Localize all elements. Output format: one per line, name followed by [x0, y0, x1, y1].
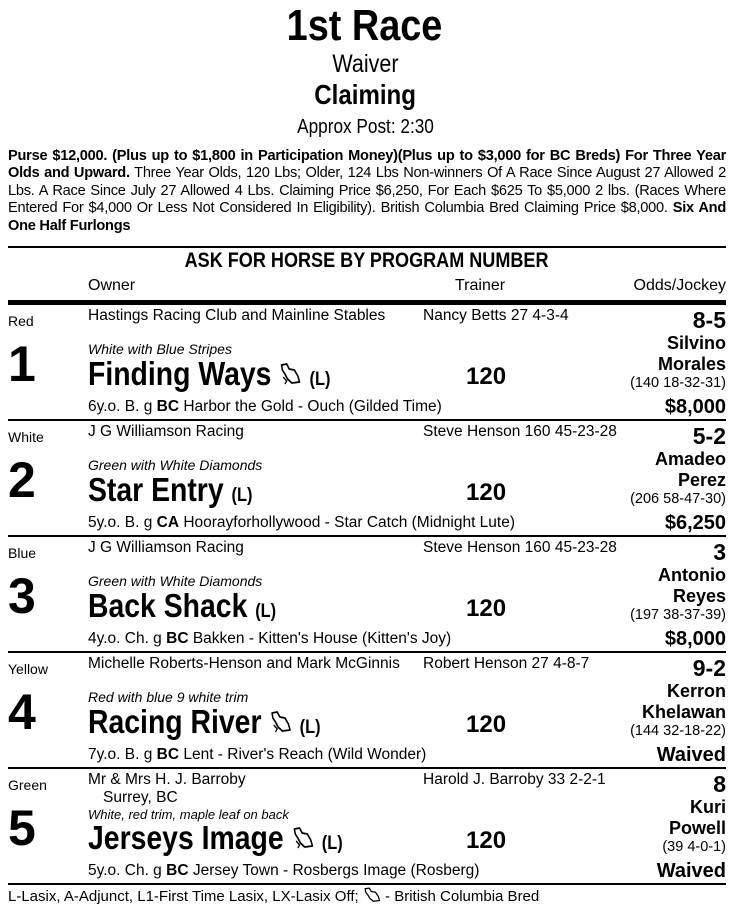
horse-name: Back Shack (L) [88, 587, 277, 624]
claiming-price: $6,250 [664, 512, 726, 534]
owner: Hastings Racing Club and Mainline Stables [88, 307, 386, 324]
silks-description: White, red trim, maple leaf on back [88, 807, 289, 822]
race-title: 1st Race [287, 1, 443, 50]
program-number: 3 [8, 568, 36, 624]
column-odds-jockey: Odds/Jockey [633, 277, 726, 294]
silks-description: Red with blue 9 white trim [88, 689, 249, 705]
conditions-purse: Purse $12,000. (Plus up to $1,800 in Participation Money)(Plus up to $3,000 for BC Breds) For Three Year Olds and Upward. [8, 148, 726, 182]
horse-name: Finding Ways (L) [88, 355, 331, 392]
entry-2 [8, 421, 726, 537]
lasix-indicator: (L) [231, 485, 253, 506]
morning-line-odds: 8-5 [692, 307, 726, 333]
saddle-color: Blue [8, 545, 37, 561]
column-owner: Owner [88, 277, 136, 294]
saddle-color: Yellow [8, 661, 48, 677]
program-number: 5 [8, 800, 36, 856]
ask-banner: ASK FOR HORSE BY PROGRAM NUMBER [8, 246, 726, 274]
jockey-stats: (39 4-0-1) [662, 839, 726, 855]
claiming-price: $8,000 [664, 628, 726, 650]
jockey-stats: (206 58-47-30) [630, 491, 726, 507]
entry-1 [8, 305, 726, 421]
conditions-text: Three Year Olds, 120 Lbs; Older, 124 Lbs Non-winners Of A Race Since August 27 Allowed 2 Lbs. A Race Since July 27 Allowed 4 Lbs. Claiming Price $6,250, For Each $625 To $5,000 2 lbs. (Races Where Entered For $4,000 Or Less Not Considered In Eligibility). British Columbia Bred Claiming Price $8,000. [8, 165, 727, 217]
lasix-indicator: (L) [321, 833, 343, 854]
silks-description: Green with White Diamonds [88, 573, 263, 589]
race-header [0, 0, 730, 140]
breeding: 6y.o. B. g BC Harbor the Gold - Ouch (Gilded Time) [88, 398, 442, 415]
program-number: 1 [8, 336, 36, 392]
jockey-stats: (197 38-37-39) [630, 607, 726, 623]
trainer: Steve Henson 160 45-23-28 [423, 539, 617, 556]
entry-5 [8, 769, 726, 885]
saddle-color: Green [8, 777, 47, 793]
legend-footer: L-Lasix, A-Adjunct, L1-First Time Lasix, LX-Lasix Off; - British Columbia Bred [8, 888, 540, 905]
lasix-indicator: (L) [299, 717, 321, 738]
breeding: 7y.o. B. g BC Lent - River's Reach (Wild Wonder) [88, 746, 427, 763]
owner: Michelle Roberts-Henson and Mark McGinnis [88, 655, 400, 672]
lasix-indicator: (L) [309, 369, 331, 390]
horse-name: Jerseys Image (L) [88, 819, 343, 856]
post-time: Approx Post: 2:30 [296, 116, 434, 138]
program-number: 4 [8, 684, 36, 740]
horse-name: Racing River (L) [88, 703, 321, 740]
owner: Mr & Mrs H. J. Barroby [88, 771, 246, 788]
breeding: 4y.o. Ch. g BC Bakken - Kitten's House (Kitten's Joy) [88, 630, 452, 647]
weight: 120 [466, 595, 507, 622]
british-columbia-map-icon [363, 886, 381, 904]
race-subtitle-waiver: Waiver [331, 50, 399, 78]
breeding: 5y.o. Ch. g BC Jersey Town - Rosbergs Image (Rosberg) [88, 862, 480, 879]
race-subtitle-claiming: Claiming [314, 79, 416, 110]
column-trainer: Trainer [455, 277, 506, 294]
silks-description: White with Blue Stripes [88, 341, 232, 357]
jockey-name: Kuri Powell [668, 797, 726, 838]
morning-line-odds: 8 [713, 771, 726, 797]
saddle-color: Red [8, 313, 34, 329]
trainer: Harold J. Barroby 33 2-2-1 [423, 771, 606, 788]
jockey-name: Silvino Morales [657, 333, 726, 374]
weight: 120 [466, 363, 507, 390]
jockey-name: Antonio Reyes [658, 565, 726, 606]
jockey-stats: (140 18-32-31) [630, 375, 726, 391]
british-columbia-map-icon [269, 709, 291, 735]
owner: J G Williamson Racing [88, 423, 244, 440]
silks-description: Green with White Diamonds [88, 457, 263, 473]
trainer: Steve Henson 160 45-23-28 [423, 423, 617, 440]
entry-4 [8, 653, 726, 769]
jockey-name: Kerron Khelawan [641, 681, 726, 722]
claiming-price: Waived [656, 860, 726, 882]
race-conditions [8, 148, 726, 235]
owner: J G Williamson Racing [88, 539, 244, 556]
weight: 120 [466, 827, 507, 854]
weight: 120 [466, 479, 507, 506]
lasix-indicator: (L) [255, 601, 277, 622]
trainer: Robert Henson 27 4-8-7 [423, 655, 590, 672]
owner-location: Surrey, BC [103, 789, 178, 806]
trainer: Nancy Betts 27 4-3-4 [423, 307, 569, 324]
morning-line-odds: 3 [713, 539, 726, 565]
jockey-stats: (144 32-18-22) [630, 723, 726, 739]
british-columbia-map-icon [279, 361, 301, 387]
morning-line-odds: 9-2 [692, 655, 726, 681]
entry-3 [8, 537, 726, 653]
breeding: 5y.o. B. g CA Hoorayforhollywood - Star Catch (Midnight Lute) [88, 514, 516, 531]
british-columbia-map-icon [292, 825, 314, 851]
conditions-distance: Six And One Half Furlongs [8, 200, 726, 234]
jockey-name: Amadeo Perez [654, 449, 726, 490]
claiming-price: $8,000 [664, 396, 726, 418]
program-number: 2 [8, 452, 36, 508]
saddle-color: White [8, 429, 44, 445]
morning-line-odds: 5-2 [692, 423, 726, 449]
weight: 120 [466, 711, 507, 738]
horse-name: Star Entry (L) [88, 471, 253, 508]
claiming-price: Waived [656, 744, 726, 766]
